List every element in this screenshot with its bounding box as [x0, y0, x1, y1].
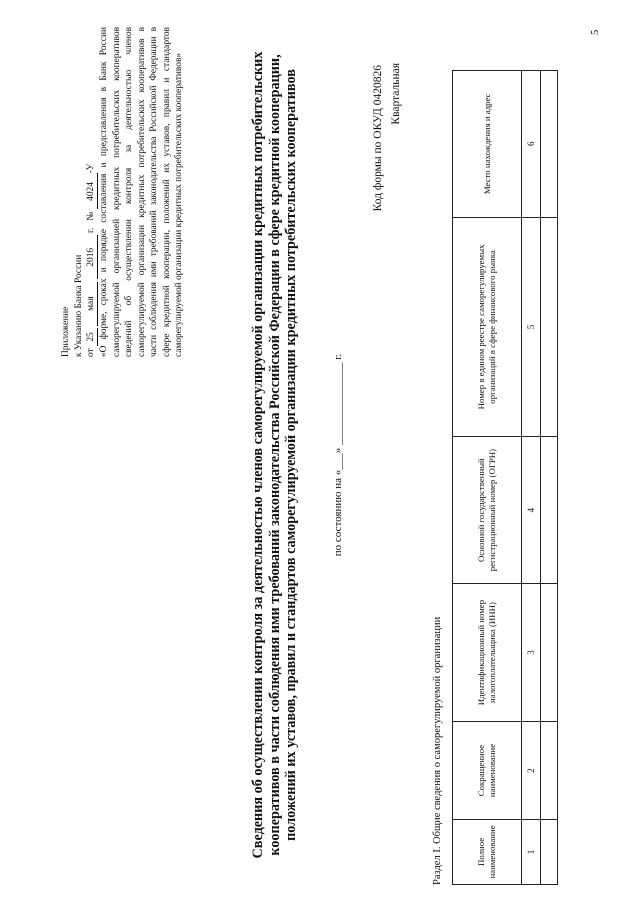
blank-data-row — [541, 71, 558, 885]
as-of-date-line: по состоянию на «___» _______________ г. — [332, 353, 344, 557]
column-number: 6 — [522, 71, 541, 218]
order-number: 4024 — [86, 173, 98, 209]
header-registry-number: Номер в едином реестре саморегулируемых организаций в сфере финансового рынка — [453, 217, 522, 437]
page-number: 5 — [590, 29, 601, 35]
number-suffix: -У — [86, 163, 96, 174]
column-number: 3 — [522, 583, 541, 721]
date-month: мая — [86, 282, 98, 326]
column-number: 1 — [522, 819, 541, 884]
form-code: Код формы по ОКУД 0420826 — [372, 65, 384, 212]
header-ogrn: Основной государственный регистрационный номер (ОГРН) — [453, 437, 522, 584]
header-short-name: Сокращенное наименование — [453, 722, 522, 820]
header-address: Место нахождения и адрес — [453, 71, 522, 218]
blank-cell — [541, 722, 558, 820]
appendix-label: Приложение — [61, 306, 71, 357]
table-header-row — [453, 71, 522, 885]
year-suffix: г. — [86, 227, 96, 233]
section-title: Раздел I. Общие сведения о саморегулируемой организации — [432, 616, 443, 885]
general-info-table — [452, 70, 558, 885]
blank-cell — [541, 217, 558, 437]
appendix-date-line — [85, 27, 98, 357]
column-number: 4 — [522, 437, 541, 584]
appendix-text: «О форме, сроках и порядке составления и представления в Банк России саморегулируемой организацией кредитных потребительских кооперативов сведений об осуществлении контроля за деятельностью членов саморегулируемой организации кредитных потребительских кооперативов в части соблюдения ими требований законодательства Российской Федерации в сфере кредитной кооперации, положений их уставов, правил и стандартов саморегулируемой организации кредитных потребительских кооперативов» — [99, 27, 184, 357]
number-sign: № — [86, 211, 96, 221]
column-number-row — [522, 71, 541, 885]
blank-cell — [541, 583, 558, 721]
date-prefix: от — [86, 348, 96, 357]
appendix-block — [60, 27, 186, 357]
date-year: 2016 — [86, 235, 98, 279]
blank-cell — [541, 437, 558, 584]
blank-cell — [541, 71, 558, 218]
column-number: 5 — [522, 217, 541, 437]
periodicity: Квартальная — [390, 63, 402, 125]
appendix-reference: к Указанию Банка России — [73, 254, 84, 357]
blank-cell — [541, 819, 558, 884]
header-full-name: Полное наименование — [453, 819, 522, 884]
header-inn: Идентификационный номер налогоплательщика (ИНН) — [453, 583, 522, 721]
document-title: Сведения об осуществлении контроля за деятельностью членов саморегулируемой организации кредитных потребительских кооперативов в части соблюдения ими требований законодательства Российской Федерации в сфере кредитной кооперации, положений их уставов, правил и стандартов саморегулируемой организации кредитных потребительских кооперативов — [250, 51, 300, 859]
date-day: 25 — [86, 328, 98, 346]
column-number: 2 — [522, 722, 541, 820]
